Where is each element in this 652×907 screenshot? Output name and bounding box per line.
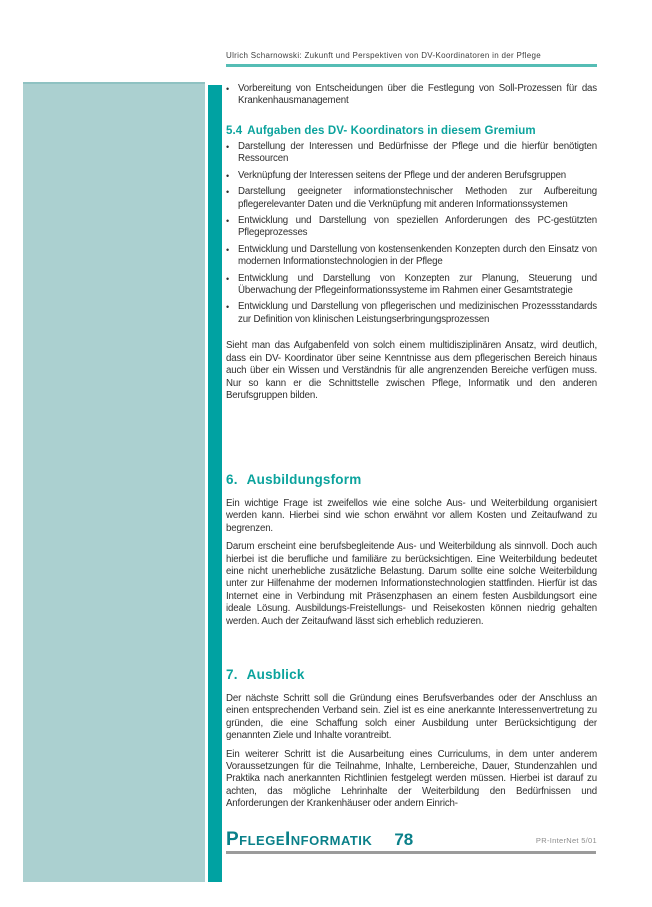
sidebar-decoration bbox=[23, 82, 205, 882]
list-item-text: Vorbereitung von Entscheidungen über die Festlegung von Soll-Prozessen für das Krankenhausmanagement bbox=[238, 83, 597, 107]
list-item bbox=[226, 244, 597, 269]
section-5-4-closing-paragraph: Sieht man das Aufgabenfeld von solch einem multidisziplinären Ansatz, wird deutlich, dass ein DV- Koordinator über seine Kenntnisse aus dem pflegerischen Bereich hinaus auch über ein Wissen und Verständnis für alle angrenzenden Bereiche verfügen muss. Nur so kann er die Schnittstelle zwischen Pflege, Informatik und den anderen Berufsgruppen bilden. bbox=[226, 340, 597, 401]
list-item bbox=[226, 215, 597, 240]
section-6 bbox=[226, 471, 597, 628]
section-number: 6. bbox=[226, 472, 238, 487]
intro-bullet-list bbox=[226, 83, 597, 112]
section-title: Ausblick bbox=[246, 667, 305, 682]
section-6-heading bbox=[226, 471, 597, 488]
list-item-text: Entwicklung und Darstellung von kostensenkenden Konzepten durch den Einsatz von modernen Informationstechnologien in der Pflege bbox=[238, 243, 597, 268]
section-number: 7. bbox=[226, 667, 238, 682]
section-title: Aufgaben des DV- Koordinators in diesem Gremium bbox=[247, 125, 536, 137]
bullet-icon: • bbox=[226, 244, 230, 255]
list-item bbox=[226, 141, 597, 166]
bullet-icon: • bbox=[226, 273, 230, 284]
section-5-4 bbox=[226, 124, 597, 402]
list-item bbox=[226, 301, 597, 326]
paragraph: Darum erscheint eine berufsbegleitende Aus- und Weiterbildung als sinnvoll. Doch auch hierbei ist die berufliche und familiäre zu berücksichtigen. Eine Weiterbildung bedeutet eine nicht unerhebliche zusätzliche Belastung. Darum sollte eine solche Weiterbildung unter zur Hilfenahme der modernen Informationstechnologien stattfinden. Hierfür ist das Internet eine in Verbindung mit Präsenzphasen an einem festen Ausbildungsort eine ideale Lösung. Ausbildungs-Freistellungs- und Reisekosten können niedrig gehalten werden. Auch der Zeitaufwand lässt sich erheblich reduzieren. bbox=[226, 541, 597, 627]
list-item bbox=[226, 83, 597, 108]
paragraph: Der nächste Schritt soll die Gründung eines Berufsverbandes oder der Anschluss an einen entsprechenden Verband sein. Ziel ist es eine anerkannte Interessenvertretung zu gründen, die eine Schaffung solch einer Ausbildung unter Berücksichtigung der genannten Ziele und Inhalte vorantreibt. bbox=[226, 693, 597, 742]
bullet-icon: • bbox=[226, 187, 230, 198]
running-head: Ulrich Scharnowski: Zukunft und Perspektiven von DV-Koordinatoren in der Pflege bbox=[226, 51, 597, 67]
paragraph: Ein wichtige Frage ist zweifellos wie eine solche Aus- und Weiterbildung organisiert werden kann. Hierbei sind wie schon erwähnt vor allem Kosten und Zeitaufwand zu begrenzen. bbox=[226, 498, 597, 534]
bullet-icon: • bbox=[226, 170, 230, 181]
section-7-heading bbox=[226, 666, 597, 683]
bullet-icon: • bbox=[226, 142, 230, 152]
journal-issue: PR-InterNet 5/01 bbox=[535, 836, 597, 845]
paragraph: Ein weiterer Schritt ist die Ausarbeitung eines Curriculums, in dem unter anderem Voraussetzungen für die Teilnahme, Inhalte, Lernbereiche, Dauer, Stundenzahlen und Praktika nach anerkannten Richtlinien festgelegt werden müssen. Hierbei ist darauf zu achten, das mögliche Lehrinhalte der Weiterbildung den Bedürfnissen und Anforderungen der Krankenhäuser oder andern Einrich- bbox=[226, 748, 597, 810]
bullet-icon: • bbox=[226, 302, 230, 313]
list-item-text: Darstellung der Interessen und Bedürfnisse der Pflege und die hierfür benötigten Ressourcen bbox=[238, 141, 597, 165]
journal-logo: PflegeInformatik bbox=[226, 829, 373, 850]
list-item-text: Entwicklung und Darstellung von speziellen Anforderungen des PC-gestützten Pflegeprozesses bbox=[238, 215, 597, 239]
page-number: 78 bbox=[394, 830, 414, 849]
bullet-icon: • bbox=[226, 216, 230, 227]
section-5-4-heading bbox=[226, 124, 597, 138]
list-item-text: Verknüpfung der Interessen seitens der Pflege und der anderen Berufsgruppen bbox=[238, 169, 567, 181]
section-7 bbox=[226, 666, 597, 811]
list-item bbox=[226, 186, 597, 211]
list-item-text: Entwicklung und Darstellung von pflegerischen und medizinischen Prozessstandards zur Definition von klinischen Leistungserbringungsprozessen bbox=[238, 301, 597, 325]
section-title: Ausbildungsform bbox=[246, 472, 362, 487]
list-item-text: Entwicklung und Darstellung von Konzepten zur Planung, Steuerung und Überwachung der Pflegeinformationssysteme im Rahmen einer Gesamtstrategie bbox=[238, 272, 597, 297]
footer-rule bbox=[226, 851, 596, 854]
section-number: 5.4 bbox=[226, 125, 243, 137]
section-5-4-bullet-list bbox=[226, 141, 597, 326]
list-item bbox=[226, 170, 597, 182]
list-item-text: Darstellung geeigneter informationstechnischer Methoden zur Aufbereitung pflegerelevanter Daten und die Verknüpfung mit anderen Informationssystemen bbox=[238, 186, 597, 210]
bullet-icon: • bbox=[226, 84, 230, 94]
sidebar-accent-stripe bbox=[208, 85, 222, 882]
list-item bbox=[226, 273, 597, 298]
